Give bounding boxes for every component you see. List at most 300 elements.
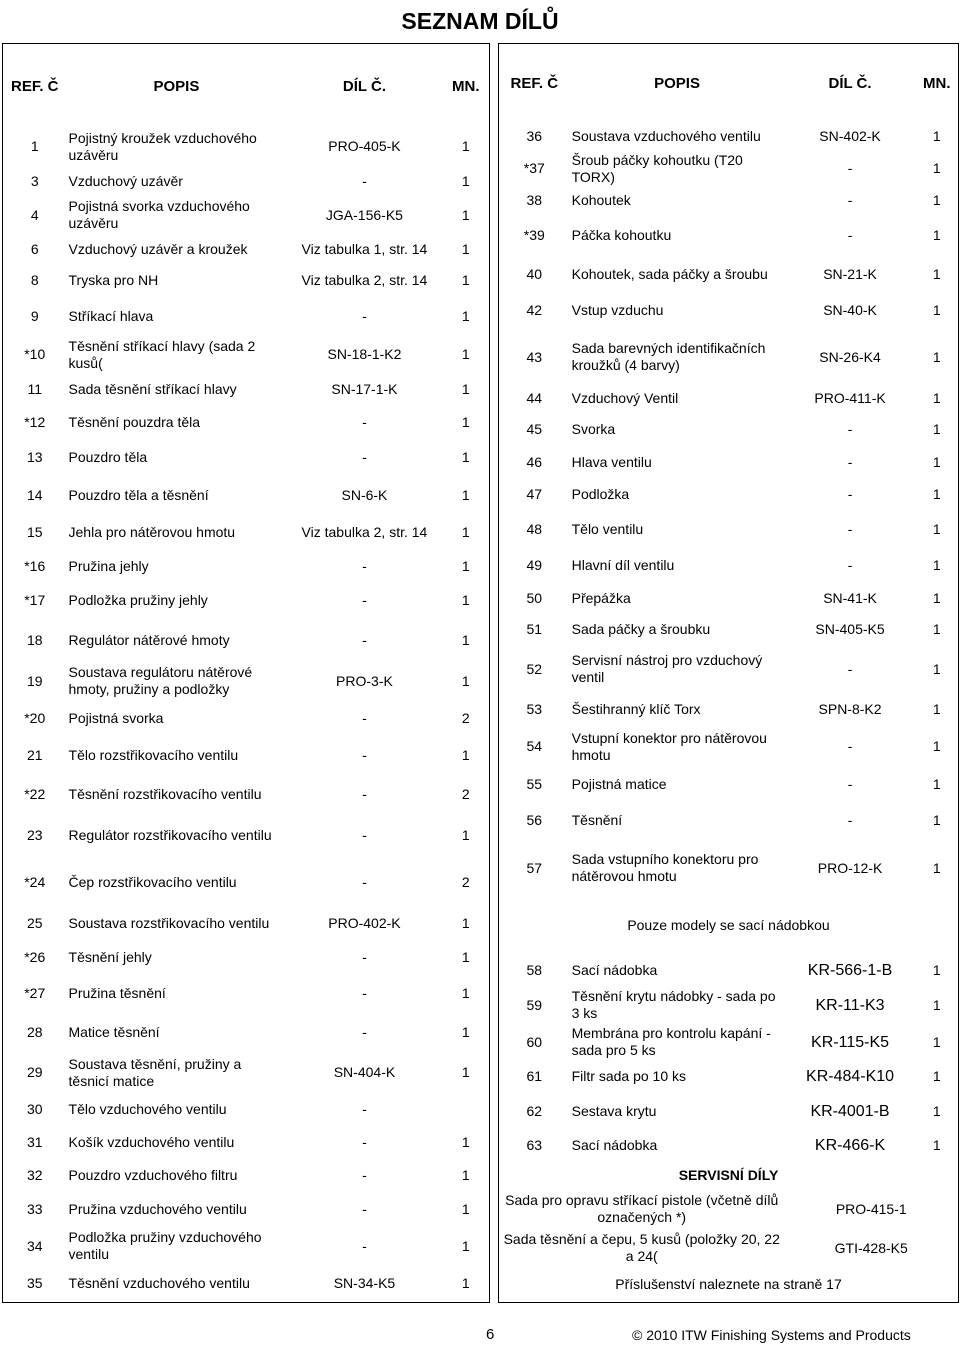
part-ref: 18 xyxy=(26,631,43,648)
part-description: Servisní nástroj pro vzduchový ventil xyxy=(571,652,763,686)
part-quantity: 1 xyxy=(461,206,470,223)
part-ref: *39 xyxy=(523,227,545,244)
part-ref: 57 xyxy=(526,859,543,876)
part-quantity: 1 xyxy=(461,524,470,541)
part-ref: 62 xyxy=(526,1102,543,1119)
part-description: Podložka xyxy=(571,485,630,502)
table-row xyxy=(3,516,489,549)
service-row xyxy=(499,1188,958,1229)
part-description: Pojistná svorka xyxy=(68,709,164,726)
part-description: Soustava rozstřikovacího ventilu xyxy=(68,915,270,932)
part-number: SN-26-K4 xyxy=(819,348,881,365)
part-number: SN-41-K xyxy=(823,589,877,606)
table-row xyxy=(3,700,489,737)
part-number: - xyxy=(362,172,367,189)
part-number: - xyxy=(362,448,367,465)
part-description: Hlava ventilu xyxy=(571,453,652,470)
part-number: - xyxy=(362,826,367,843)
part-description: Podložka pružiny jehly xyxy=(68,592,208,609)
table-row xyxy=(499,693,958,727)
part-quantity: 1 xyxy=(461,1275,470,1292)
service-row xyxy=(499,1230,958,1267)
table-row xyxy=(3,940,489,975)
table-row xyxy=(3,234,489,265)
part-number: SN-405-K5 xyxy=(815,620,885,637)
part-description: Pružina jehly xyxy=(68,558,149,575)
table-row xyxy=(499,215,958,256)
part-quantity: 1 xyxy=(461,1134,470,1151)
header-row xyxy=(3,44,489,128)
part-number: SN-21-K xyxy=(823,266,877,283)
part-ref: *26 xyxy=(24,949,46,966)
part-quantity: 1 xyxy=(461,985,470,1002)
part-description: Soustava těsnění, pružiny a těsnicí matice xyxy=(68,1055,242,1089)
part-description: Sestava krytu xyxy=(571,1102,657,1119)
part-number: - xyxy=(362,1100,367,1117)
part-ref: 63 xyxy=(526,1136,543,1153)
part-ref: 28 xyxy=(26,1024,43,1041)
part-description: Těsnění rozstřikovacího ventilu xyxy=(68,786,262,803)
part-quantity: 1 xyxy=(461,1200,470,1217)
table-row xyxy=(499,477,958,512)
part-quantity: 1 xyxy=(932,390,941,407)
part-description: Těsnění vzduchového ventilu xyxy=(68,1275,250,1292)
part-description: Sada těsnění stříkací hlavy xyxy=(68,381,237,398)
part-number: KR-484-K10 xyxy=(806,1068,895,1086)
part-description: Přepážka xyxy=(571,589,631,606)
copyright: © 2010 ITW Finishing Systems and Products xyxy=(632,1327,911,1343)
part-quantity: 1 xyxy=(461,1064,470,1081)
part-number: SN-40-K xyxy=(823,302,877,319)
parts-table-left xyxy=(2,43,490,1303)
header-mn: MN. xyxy=(452,77,480,95)
part-ref: 61 xyxy=(526,1068,543,1085)
part-number: - xyxy=(362,1024,367,1041)
table-row xyxy=(3,1012,489,1054)
part-number: - xyxy=(362,307,367,324)
part-number: - xyxy=(847,485,853,502)
table-row xyxy=(499,1129,958,1162)
part-quantity: 2 xyxy=(461,786,470,803)
table-row xyxy=(499,1060,958,1094)
part-description: Kohoutek xyxy=(571,192,631,209)
table-row xyxy=(3,550,489,584)
part-number: - xyxy=(362,558,367,575)
part-description: Pojistný kroužek vzduchového uzávěru xyxy=(68,129,257,163)
part-quantity: 1 xyxy=(461,307,470,324)
part-number: PRO-12-K xyxy=(817,859,883,876)
part-ref: *20 xyxy=(24,709,46,726)
part-ref: 52 xyxy=(526,660,543,677)
part-ref: 53 xyxy=(526,701,543,718)
part-description: Tělo vzduchového ventilu xyxy=(68,1100,227,1117)
part-quantity: 1 xyxy=(932,266,941,283)
part-number: - xyxy=(362,414,367,431)
table-row xyxy=(3,908,489,940)
part-number: - xyxy=(362,985,367,1002)
part-ref: *37 xyxy=(523,160,545,177)
part-number: - xyxy=(362,592,367,609)
service-description: Sada těsnění a čepu, 5 kusů (položky 20, 22 a 24( xyxy=(503,1231,780,1265)
table-row xyxy=(3,1054,489,1092)
part-ref: 3 xyxy=(30,172,39,189)
part-number: KR-566-1-B xyxy=(807,961,893,979)
part-quantity: 1 xyxy=(461,915,470,932)
part-number: - xyxy=(362,747,367,764)
part-number: SN-17-1-K xyxy=(331,381,398,398)
part-ref: 19 xyxy=(26,672,43,689)
part-number: SN-404-K xyxy=(333,1064,396,1081)
part-description: Vstup vzduchu xyxy=(571,302,664,319)
part-quantity: 1 xyxy=(932,620,941,637)
part-quantity: 1 xyxy=(461,592,470,609)
part-number: - xyxy=(847,192,853,209)
part-ref: *22 xyxy=(24,786,46,803)
table-row xyxy=(3,618,489,662)
part-ref: 6 xyxy=(30,241,39,258)
table-row xyxy=(3,975,489,1012)
part-description: Podložka pružiny vzduchového ventilu xyxy=(68,1229,262,1263)
part-description: Matice těsnění xyxy=(68,1024,160,1041)
part-quantity: 1 xyxy=(461,672,470,689)
table-row xyxy=(499,802,958,839)
part-number: - xyxy=(362,1134,367,1151)
table-row xyxy=(499,766,958,802)
header-mn: MN. xyxy=(923,74,951,92)
part-ref: 30 xyxy=(26,1100,43,1117)
part-quantity: 1 xyxy=(932,128,941,145)
part-number: KR-4001-B xyxy=(810,1102,890,1120)
part-quantity: 1 xyxy=(461,631,470,648)
part-quantity: 1 xyxy=(461,747,470,764)
part-number: Viz tabulka 1, str. 14 xyxy=(301,241,428,258)
part-quantity: 1 xyxy=(932,485,941,502)
part-description: Těsnění pouzdra těla xyxy=(68,414,201,431)
part-description: Těsnění stříkací hlavy (sada 2 kusů( xyxy=(68,337,256,371)
table-row xyxy=(3,1191,489,1228)
service-description: Sada pro opravu stříkací pistole (včetně dílů označených *) xyxy=(505,1192,779,1225)
part-ref: 60 xyxy=(526,1033,543,1050)
part-ref: 9 xyxy=(30,307,39,324)
table-row xyxy=(3,296,489,336)
part-number: SN-34-K5 xyxy=(333,1275,396,1292)
table-row xyxy=(3,1127,489,1159)
part-description: Čep rozstřikovacího ventilu xyxy=(68,874,237,890)
part-ref: 42 xyxy=(526,302,543,319)
part-number: - xyxy=(847,557,853,574)
part-number: - xyxy=(847,738,853,754)
part-description: Stříkací hlava xyxy=(68,307,154,324)
part-quantity: 1 xyxy=(932,302,941,319)
part-quantity: 1 xyxy=(461,1237,470,1254)
part-description: Sada vstupního konektoru pro nátěrovou hmotu xyxy=(571,851,759,885)
part-quantity: 1 xyxy=(932,521,941,538)
part-description: Vzduchový Ventil xyxy=(571,390,679,407)
part-ref: 54 xyxy=(526,738,543,754)
table-row xyxy=(499,186,958,215)
table-row xyxy=(3,1265,489,1302)
table-row xyxy=(3,336,489,374)
part-description: Pouzdro vzduchového filtru xyxy=(68,1166,238,1183)
table-row xyxy=(499,256,958,293)
part-quantity: 1 xyxy=(932,738,941,754)
table-row xyxy=(499,584,958,613)
part-ref: 32 xyxy=(26,1166,43,1183)
table-row xyxy=(499,1025,958,1060)
part-quantity: 1 xyxy=(461,241,470,258)
part-quantity: 1 xyxy=(932,227,941,244)
part-number: - xyxy=(362,1166,367,1183)
part-number: - xyxy=(847,453,853,470)
part-ref: 29 xyxy=(26,1064,43,1081)
header-popis: POPIS xyxy=(654,74,700,92)
part-quantity: 1 xyxy=(932,775,941,792)
part-description: Páčka kohoutku xyxy=(571,227,672,244)
table-row xyxy=(499,151,958,186)
table-row xyxy=(499,512,958,548)
part-description: Pojistná matice xyxy=(571,775,667,792)
service-part-number: PRO-415-1 xyxy=(835,1200,907,1217)
part-ref: *17 xyxy=(24,592,46,609)
part-ref: *10 xyxy=(24,346,46,363)
table-row xyxy=(3,736,489,775)
part-ref: 34 xyxy=(26,1237,43,1254)
header-dil: DÍL Č. xyxy=(828,74,872,92)
part-number: SN-18-1-K2 xyxy=(327,346,402,363)
part-number: - xyxy=(362,631,367,648)
part-quantity: 1 xyxy=(461,381,470,398)
table-row xyxy=(499,727,958,766)
part-ref: 35 xyxy=(26,1275,43,1292)
part-number: - xyxy=(362,709,367,726)
part-description: Jehla pro nátěrovou hmotu xyxy=(68,524,236,541)
part-ref: 11 xyxy=(27,381,43,398)
part-number: Viz tabulka 2, str. 14 xyxy=(301,272,428,289)
header-ref: REF. Č xyxy=(11,77,59,95)
part-ref: 33 xyxy=(26,1200,43,1217)
part-ref: 36 xyxy=(526,128,543,145)
part-ref: 31 xyxy=(26,1134,43,1151)
part-number: - xyxy=(362,1200,367,1217)
part-number: PRO-402-K xyxy=(328,915,401,932)
table-row xyxy=(3,197,489,235)
table-row xyxy=(3,1092,489,1127)
parts-table-right xyxy=(498,43,959,1303)
part-ref: 1 xyxy=(30,138,39,155)
table-row xyxy=(499,122,958,151)
part-ref: 23 xyxy=(26,826,43,843)
part-quantity: 1 xyxy=(932,1068,941,1085)
part-description: Svorka xyxy=(571,421,616,438)
part-description: Těsnění krytu nádobky - sada po 3 ks xyxy=(571,988,776,1022)
part-description: Sada páčky a šroubku xyxy=(571,620,711,637)
part-number: KR-115-K5 xyxy=(811,1033,890,1051)
part-ref: *27 xyxy=(24,985,46,1002)
part-number: KR-466-K xyxy=(814,1136,886,1154)
part-description: Soustava regulátoru nátěrové hmoty, pružiny a podložky xyxy=(68,664,253,698)
part-quantity: 1 xyxy=(461,272,470,289)
part-quantity: 1 xyxy=(932,348,941,365)
part-description: Košík vzduchového ventilu xyxy=(68,1134,235,1151)
part-quantity: 1 xyxy=(461,558,470,575)
header-row xyxy=(499,44,958,122)
part-quantity: 1 xyxy=(932,859,941,876)
part-description: Sada barevných identifikačních kroužků (4 barvy) xyxy=(571,340,766,374)
header-dil: DÍL Č. xyxy=(342,77,386,95)
part-description: Pružina těsnění xyxy=(68,985,166,1002)
part-description: Těsnění xyxy=(571,812,623,829)
part-description: Šestihranný klíč Torx xyxy=(571,701,701,718)
header-ref: REF. Č xyxy=(510,74,559,92)
table-row xyxy=(3,166,489,197)
table-row xyxy=(499,386,958,412)
table-row xyxy=(3,662,489,700)
part-ref: 48 xyxy=(526,521,543,538)
part-quantity: 1 xyxy=(461,1166,470,1183)
part-ref: 8 xyxy=(30,272,39,289)
part-ref: 25 xyxy=(26,915,43,932)
part-number: - xyxy=(362,874,367,890)
part-quantity: 1 xyxy=(461,826,470,843)
table-row xyxy=(3,1159,489,1191)
page-title: SEZNAM DÍLŮ xyxy=(401,8,559,34)
part-number: PRO-411-K xyxy=(814,390,886,407)
part-ref: *16 xyxy=(24,558,46,575)
part-description: Sací nádobka xyxy=(571,1136,658,1153)
part-ref: 49 xyxy=(526,557,543,574)
part-ref: 14 xyxy=(26,486,43,503)
table-row xyxy=(499,839,958,897)
part-description: Těsnění jehly xyxy=(68,949,152,966)
part-description: Vzduchový uzávěr xyxy=(68,172,183,189)
table-row xyxy=(3,406,489,440)
part-number: - xyxy=(847,160,853,177)
part-quantity: 1 xyxy=(932,996,941,1013)
part-quantity: 1 xyxy=(461,448,470,465)
part-ref: 13 xyxy=(26,448,43,465)
table-row xyxy=(499,328,958,386)
part-description: Pouzdro těla xyxy=(68,448,148,465)
part-number: JGA-156-K5 xyxy=(325,206,403,223)
part-description: Vstupní konektor pro nátěrovou hmotu xyxy=(571,729,767,763)
table-row xyxy=(3,474,489,516)
part-description: Membrána pro kontrolu kapání - sada pro 5 ks xyxy=(571,1025,771,1059)
part-description: Sací nádobka xyxy=(571,961,658,978)
part-ref: 59 xyxy=(526,996,543,1013)
part-quantity: 1 xyxy=(461,138,470,155)
table-row xyxy=(499,293,958,328)
part-ref: 40 xyxy=(526,266,543,283)
part-number: Viz tabulka 2, str. 14 xyxy=(301,524,428,541)
table-row xyxy=(3,128,489,166)
service-part-number: GTI-428-K5 xyxy=(834,1239,908,1256)
part-ref: *24 xyxy=(24,874,46,890)
part-quantity: 1 xyxy=(932,589,941,606)
part-quantity xyxy=(443,1092,489,1127)
part-quantity: 1 xyxy=(461,346,470,363)
suction-note: Pouze modely se sací nádobkou xyxy=(627,917,830,934)
part-description: Pouzdro těla a těsnění xyxy=(68,486,209,503)
part-ref: 58 xyxy=(526,961,543,978)
part-ref: 4 xyxy=(30,206,39,223)
part-description: Šroub páčky kohoutku (T20 TORX) xyxy=(571,151,743,185)
part-number: SPN-8-K2 xyxy=(818,701,882,718)
part-ref: *12 xyxy=(24,414,46,431)
part-description: Soustava vzduchového ventilu xyxy=(571,128,761,145)
part-number: - xyxy=(362,949,367,966)
part-description: Regulátor nátěrové hmoty xyxy=(68,631,230,648)
part-quantity: 1 xyxy=(932,453,941,470)
part-number: - xyxy=(847,521,853,538)
part-quantity: 1 xyxy=(932,1033,941,1050)
suction-note-row xyxy=(499,897,958,955)
part-quantity: 1 xyxy=(932,961,941,978)
part-quantity: 2 xyxy=(461,874,470,890)
part-quantity: 1 xyxy=(932,192,941,209)
service-title-row xyxy=(499,1162,958,1189)
part-number: - xyxy=(362,1237,367,1254)
accessories-note: Příslušenství naleznete na straně 17 xyxy=(615,1275,842,1292)
table-row xyxy=(499,412,958,448)
header-popis: POPIS xyxy=(153,77,200,95)
part-description: Kohoutek, sada páčky a šroubu xyxy=(571,266,768,283)
table-row xyxy=(499,548,958,584)
table-row xyxy=(3,814,489,857)
table-row xyxy=(499,448,958,477)
part-ref: 55 xyxy=(526,775,543,792)
page-number: 6 xyxy=(486,1326,495,1343)
part-ref: 46 xyxy=(526,453,543,470)
part-number: - xyxy=(362,786,367,803)
part-ref: 56 xyxy=(526,812,543,829)
part-quantity: 1 xyxy=(461,172,470,189)
table-row xyxy=(3,1228,489,1266)
part-ref: 45 xyxy=(526,421,543,438)
part-ref: 38 xyxy=(526,192,543,209)
table-row xyxy=(3,857,489,908)
part-quantity: 1 xyxy=(932,660,941,677)
part-quantity: 2 xyxy=(461,709,470,726)
part-quantity: 1 xyxy=(461,486,470,503)
part-number: - xyxy=(847,812,853,829)
part-description: Pružina vzduchového ventilu xyxy=(68,1200,247,1217)
part-quantity: 1 xyxy=(461,1024,470,1041)
part-number: PRO-3-K xyxy=(336,672,393,689)
part-number: SN-6-K xyxy=(341,486,388,503)
part-number: - xyxy=(847,660,853,677)
part-description: Vzduchový uzávěr a kroužek xyxy=(68,241,248,258)
part-ref: 47 xyxy=(526,485,543,502)
part-quantity: 1 xyxy=(932,701,941,718)
part-quantity: 1 xyxy=(932,1136,941,1153)
part-description: Tryska pro NH xyxy=(68,272,159,289)
part-number: PRO-405-K xyxy=(328,138,401,155)
part-quantity: 1 xyxy=(932,812,941,829)
part-ref: 21 xyxy=(26,747,43,764)
part-description: Hlavní díl ventilu xyxy=(571,557,675,574)
part-number: SN-402-K xyxy=(819,128,881,145)
service-title: SERVISNÍ DÍLY xyxy=(678,1166,779,1183)
part-description: Tělo ventilu xyxy=(571,521,644,538)
part-ref: 44 xyxy=(526,390,543,407)
accessories-row xyxy=(499,1267,958,1302)
table-row xyxy=(3,374,489,406)
table-row xyxy=(499,955,958,986)
part-quantity: 1 xyxy=(461,949,470,966)
part-ref: 43 xyxy=(526,348,543,365)
part-description: Tělo rozstřikovacího ventilu xyxy=(68,747,239,764)
table-row xyxy=(499,613,958,646)
